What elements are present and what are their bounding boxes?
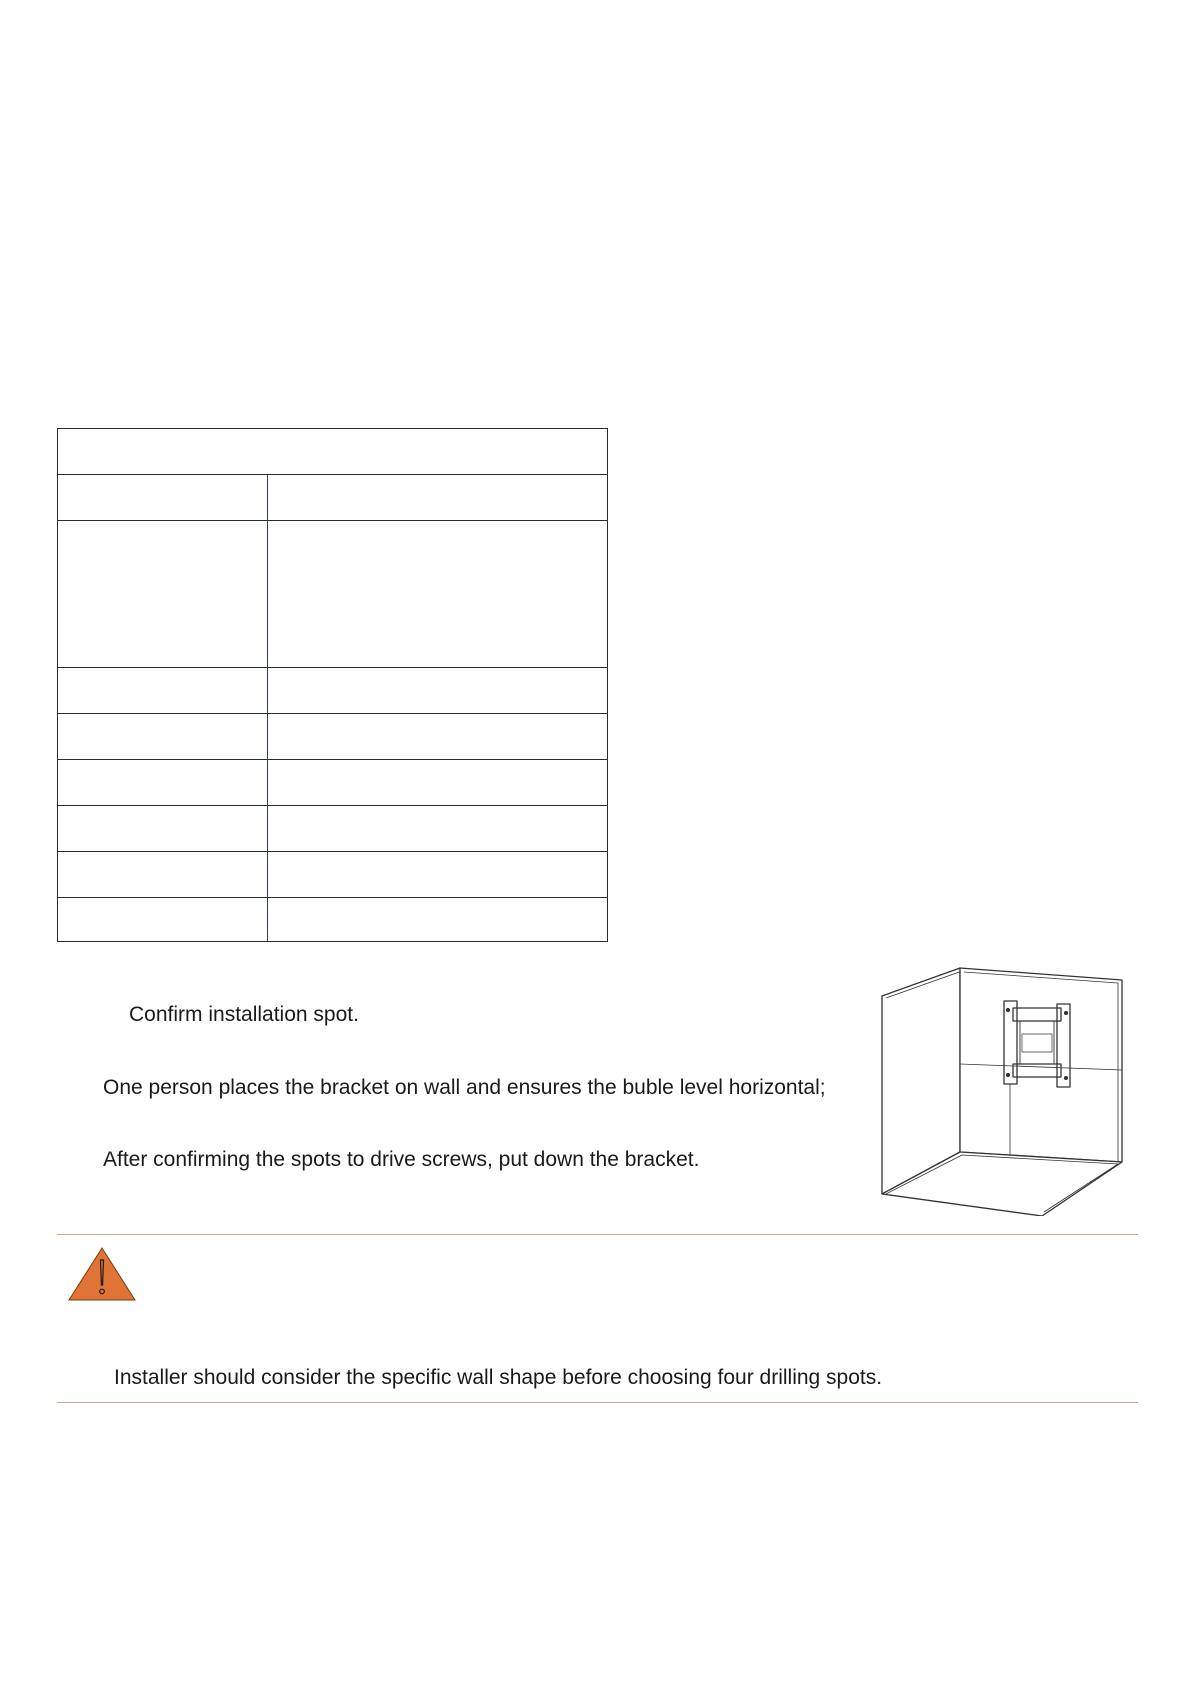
table-cell [58, 806, 268, 852]
table-cell [58, 475, 268, 521]
table-row [58, 714, 608, 760]
table-cell [268, 852, 608, 898]
table-row [58, 521, 608, 668]
table-cell [58, 521, 268, 668]
table-row [58, 898, 608, 942]
table-row [58, 760, 608, 806]
table-cell [58, 668, 268, 714]
table-row [58, 475, 608, 521]
table-cell [268, 806, 608, 852]
warning-text: Installer should consider the specific wall shape before choosing four drilling spots. [114, 1366, 883, 1389]
table-header-row [58, 429, 608, 475]
section-divider-bottom [57, 1402, 1138, 1403]
warning-triangle-icon [67, 1246, 137, 1302]
table-cell [58, 852, 268, 898]
step-instruction-2: After confirming the spots to drive screws, put down the bracket. [103, 1148, 700, 1171]
table-cell [268, 898, 608, 942]
table-row [58, 668, 608, 714]
wall-bracket-diagram-icon [872, 958, 1124, 1216]
table-cell [58, 714, 268, 760]
table-row [58, 806, 608, 852]
table-cell [268, 668, 608, 714]
table-cell [268, 521, 608, 668]
table-row [58, 852, 608, 898]
spec-table [57, 428, 608, 942]
table-cell [58, 898, 268, 942]
step-instruction-1: One person places the bracket on wall and ensures the buble level horizontal; [103, 1076, 826, 1099]
step-title: Confirm installation spot. [129, 1003, 359, 1026]
table-cell [268, 475, 608, 521]
table-header-cell [58, 429, 608, 475]
table-cell [268, 760, 608, 806]
section-divider-top [57, 1234, 1138, 1235]
table-cell [268, 714, 608, 760]
table-cell [58, 760, 268, 806]
